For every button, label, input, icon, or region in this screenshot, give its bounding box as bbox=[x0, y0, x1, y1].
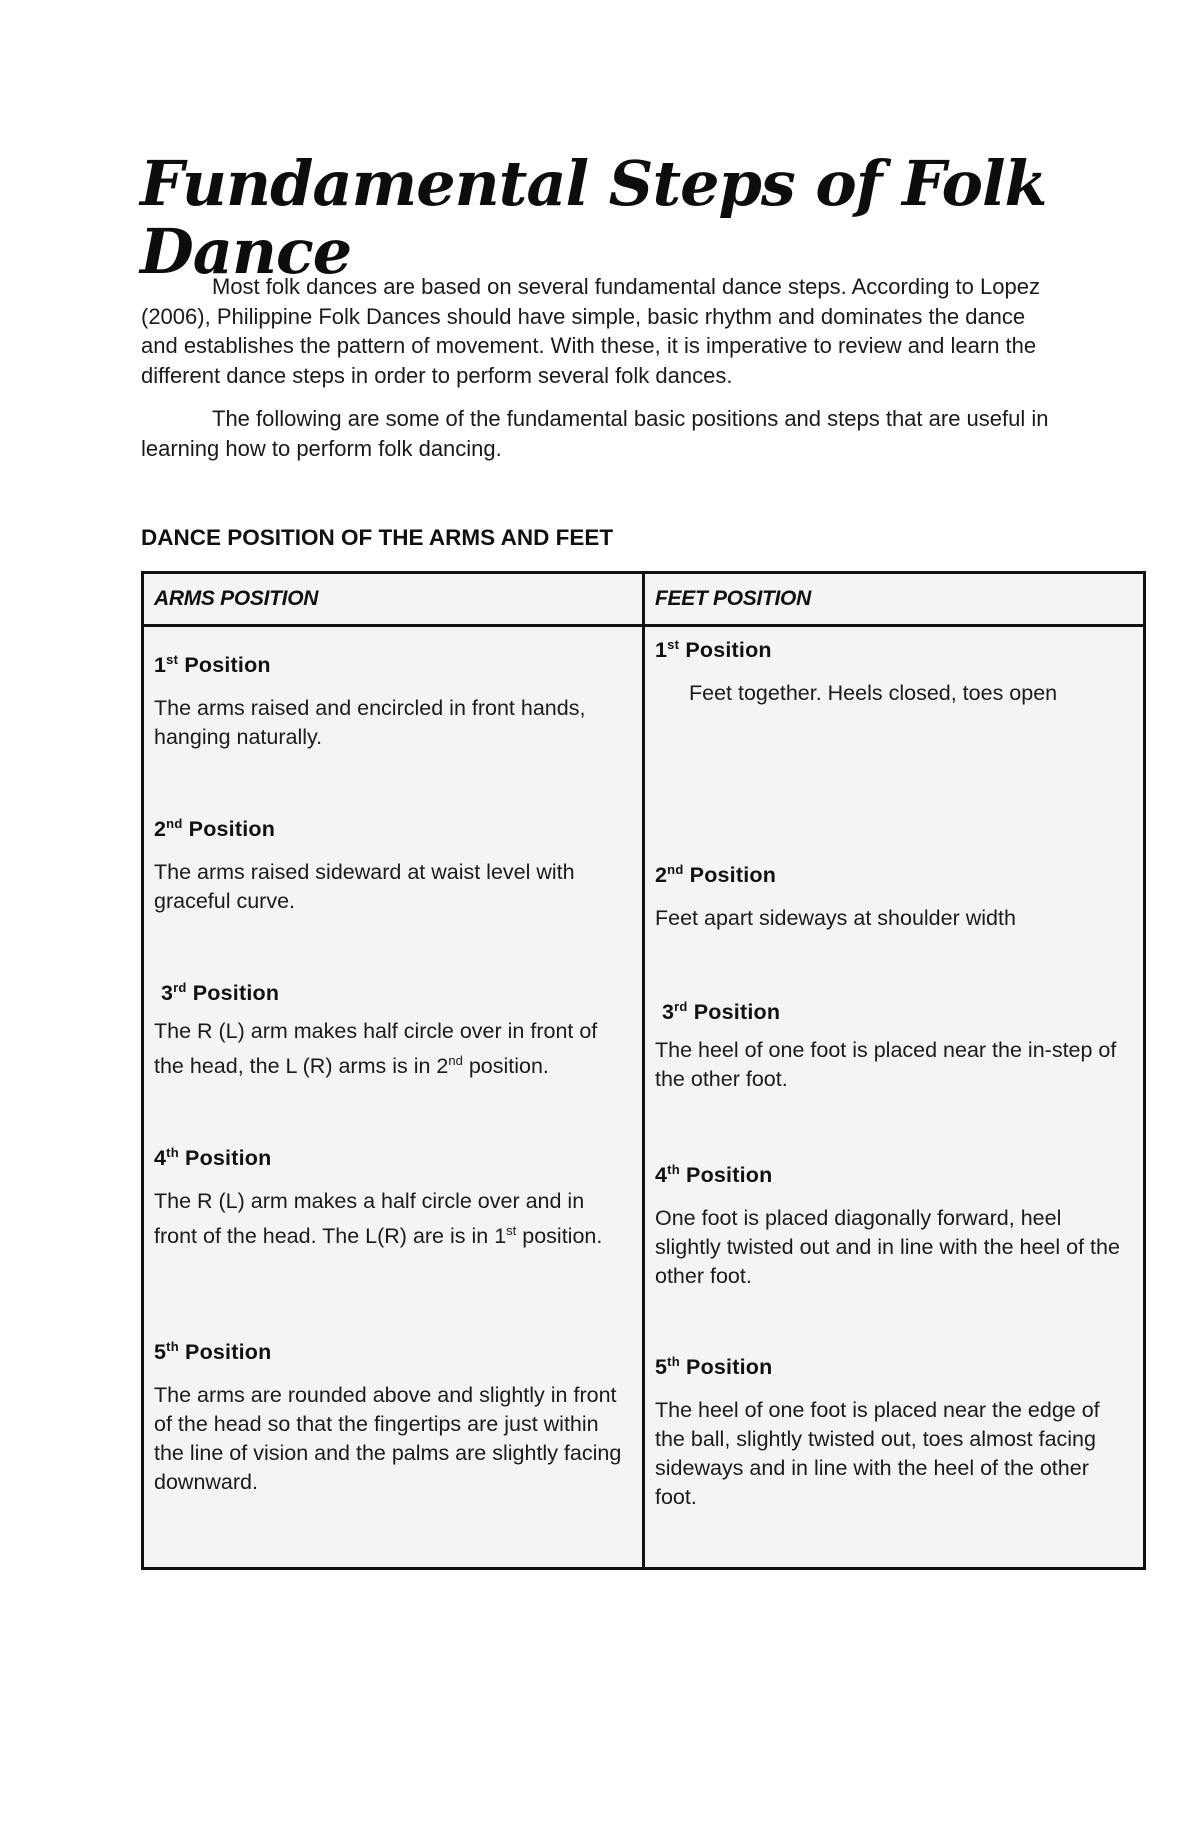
section-heading: DANCE POSITION OF THE ARMS AND FEET bbox=[141, 525, 614, 550]
arms-position-2-title: 2nd Position bbox=[154, 816, 276, 842]
feet-position-4-title: 4th Position bbox=[655, 1162, 773, 1188]
arms-position-2 bbox=[154, 811, 632, 916]
feet-position-5-desc: The heel of one foot is placed near the edge of the ball, slightly twisted out, toes almost facing sideways and in line with the heel of the other foot. bbox=[655, 1398, 1100, 1510]
arms-position-1-title: 1st Position bbox=[154, 652, 271, 678]
feet-position-2-desc: Feet apart sideways at shoulder width bbox=[655, 906, 1016, 931]
feet-column bbox=[644, 626, 1145, 1569]
feet-position-1-desc: Feet together. Heels closed, toes open bbox=[689, 681, 1058, 706]
arms-position-3-body bbox=[154, 1017, 632, 1081]
arms-position-5-title: 5th Position bbox=[154, 1339, 272, 1365]
feet-position-3-desc: The heel of one foot is placed near the in-step of the other foot. bbox=[655, 1038, 1117, 1091]
page-title: Fundamental Steps of Folk Dance bbox=[140, 147, 1047, 289]
feet-position-3 bbox=[662, 994, 1133, 1041]
arms-position-5-desc: The arms are rounded above and slightly in front of the head so that the fingertips are just within the line of vision and the palms are slightly facing downward. bbox=[154, 1383, 622, 1495]
feet-position-3-body bbox=[655, 1036, 1133, 1094]
table-body-row bbox=[143, 626, 1145, 1569]
feet-position-3-title: 3rd Position bbox=[662, 999, 781, 1025]
arms-position-1-desc: The arms raised and encircled in front hands, hanging naturally. bbox=[154, 696, 586, 750]
feet-position-5 bbox=[655, 1349, 1133, 1512]
arms-position-2-desc: The arms raised sideward at waist level with graceful curve. bbox=[154, 860, 575, 914]
intro-text bbox=[141, 272, 1061, 477]
feet-position-2-title: 2nd Position bbox=[655, 862, 777, 888]
intro-paragraph-1: Most folk dances are based on several fundamental dance steps. According to Lopez (2006), Philippine Folk Dances should have simple, basic rhythm and dominates the dance and establishes the pattern of movement. With these, it is imperative to review and learn the different dance steps in order to perform several folk dances. bbox=[141, 274, 1040, 388]
positions-table bbox=[141, 571, 1146, 1570]
arms-position-3 bbox=[161, 975, 632, 1022]
arms-position-5 bbox=[154, 1334, 632, 1497]
arms-position-4 bbox=[154, 1140, 632, 1251]
arms-position-3-title: 3rd Position bbox=[161, 980, 280, 1006]
feet-position-4-desc: One foot is placed diagonally forward, heel slightly twisted out and in line with the heel of the other foot. bbox=[655, 1206, 1120, 1289]
feet-position-4 bbox=[655, 1157, 1133, 1291]
table-header-row bbox=[143, 573, 1145, 626]
arms-position-header: ARMS POSITION bbox=[143, 573, 644, 626]
arms-position-3-desc: The R (L) arm makes half circle over in front of the head, the L (R) arms is in 2nd position. bbox=[154, 1019, 598, 1079]
feet-position-5-title: 5th Position bbox=[655, 1354, 773, 1380]
feet-position-2 bbox=[655, 857, 1133, 933]
arms-position-1 bbox=[154, 647, 632, 752]
arms-position-4-title: 4th Position bbox=[154, 1145, 272, 1171]
arms-position-4-desc: The R (L) arm makes a half circle over and in front of the head. The L(R) are is in 1st position. bbox=[154, 1189, 603, 1249]
feet-position-1-title: 1st Position bbox=[655, 637, 772, 663]
feet-position-header: FEET POSITION bbox=[644, 573, 1145, 626]
intro-paragraph-2: The following are some of the fundamental basic positions and steps that are useful in learning how to perform folk dancing. bbox=[141, 406, 1049, 461]
feet-position-1 bbox=[655, 632, 1133, 708]
arms-column bbox=[143, 626, 644, 1569]
